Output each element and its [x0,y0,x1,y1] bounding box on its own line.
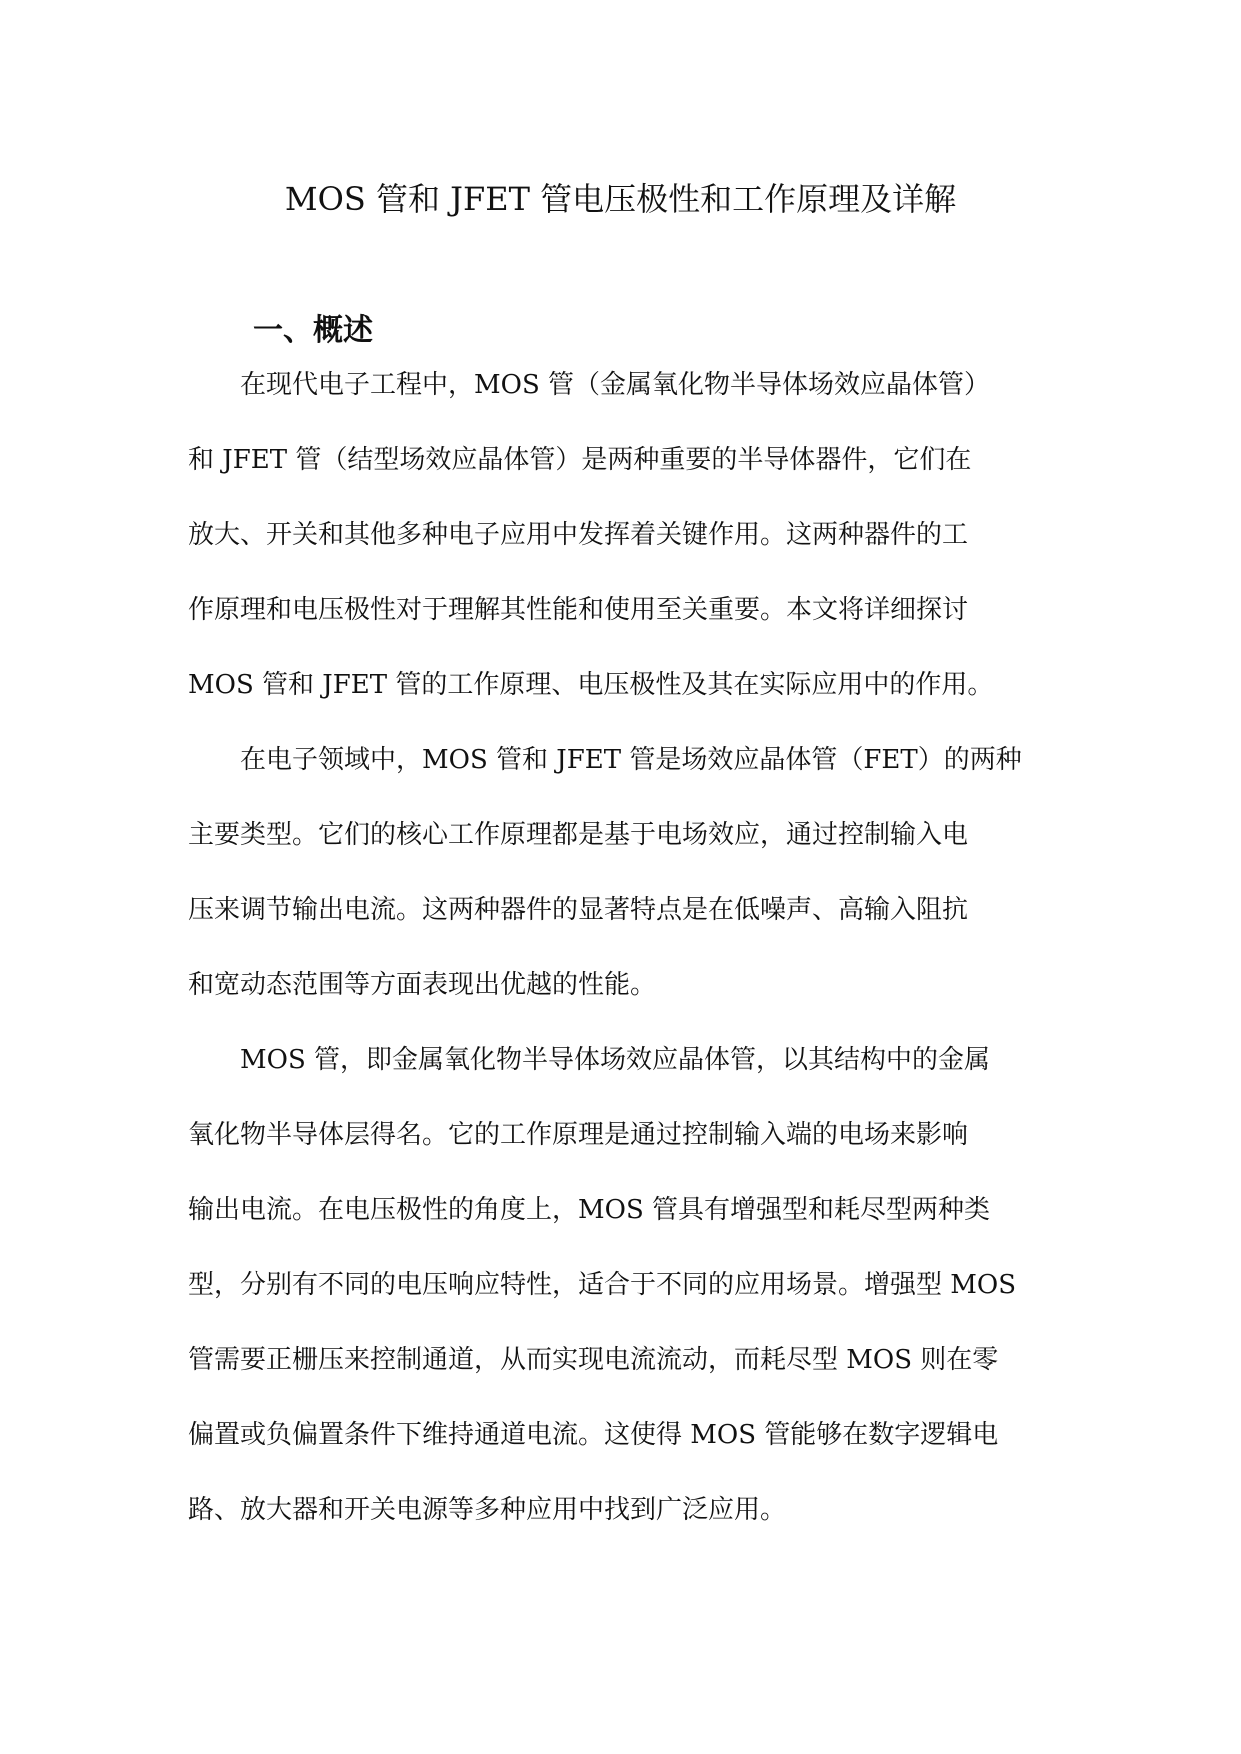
paragraph-line: 作原理和电压极性对于理解其性能和使用至关重要。本文将详细探讨 [188,595,969,625]
paragraph-line: 压来调节输出电流。这两种器件的显著特点是在低噪声、高输入阻抗 [188,895,969,925]
paragraph-line: MOS 管，即金属氧化物半导体场效应晶体管，以其结构中的金属 [188,1045,991,1075]
paragraph-line: MOS 管和 JFET 管的工作原理、电压极性及其在实际应用中的作用。 [188,670,994,700]
paragraph-line: 在电子领域中，MOS 管和 JFET 管是场效应晶体管（FET）的两种 [188,745,1022,775]
document-title: MOS 管和 JFET 管电压极性和工作原理及详解 [284,180,957,219]
section-heading: 一、概述 [253,312,373,348]
paragraph-line: 主要类型。它们的核心工作原理都是基于电场效应，通过控制输入电 [188,820,969,850]
paragraph-line: 路、放大器和开关电源等多种应用中找到广泛应用。 [188,1495,787,1525]
paragraph-line: 型，分别有不同的电压响应特性，适合于不同的应用场景。增强型 MOS [188,1270,1017,1300]
paragraph-line: 管需要正栅压来控制通道，从而实现电流流动，而耗尽型 MOS 则在零 [188,1345,999,1375]
paragraph-line: 在现代电子工程中，MOS 管（金属氧化物半导体场效应晶体管） [188,370,991,400]
paragraph-1 [188,348,1050,723]
paragraph-line: 氧化物半导体层得名。它的工作原理是通过控制输入端的电场来影响 [188,1120,969,1150]
paragraph-line: 输出电流。在电压极性的角度上，MOS 管具有增强型和耗尽型两种类 [188,1195,991,1225]
paragraph-line: 偏置或负偏置条件下维持通道电流。这使得 MOS 管能够在数字逻辑电 [188,1420,999,1450]
paragraph-2 [188,723,1050,1023]
paragraph-line: 和宽动态范围等方面表现出优越的性能。 [188,970,657,1000]
paragraph-3 [188,1023,1050,1548]
paragraph-line: 和 JFET 管（结型场效应晶体管）是两种重要的半导体器件，它们在 [188,445,972,475]
paragraph-line: 放大、开关和其他多种电子应用中发挥着关键作用。这两种器件的工 [188,520,969,550]
